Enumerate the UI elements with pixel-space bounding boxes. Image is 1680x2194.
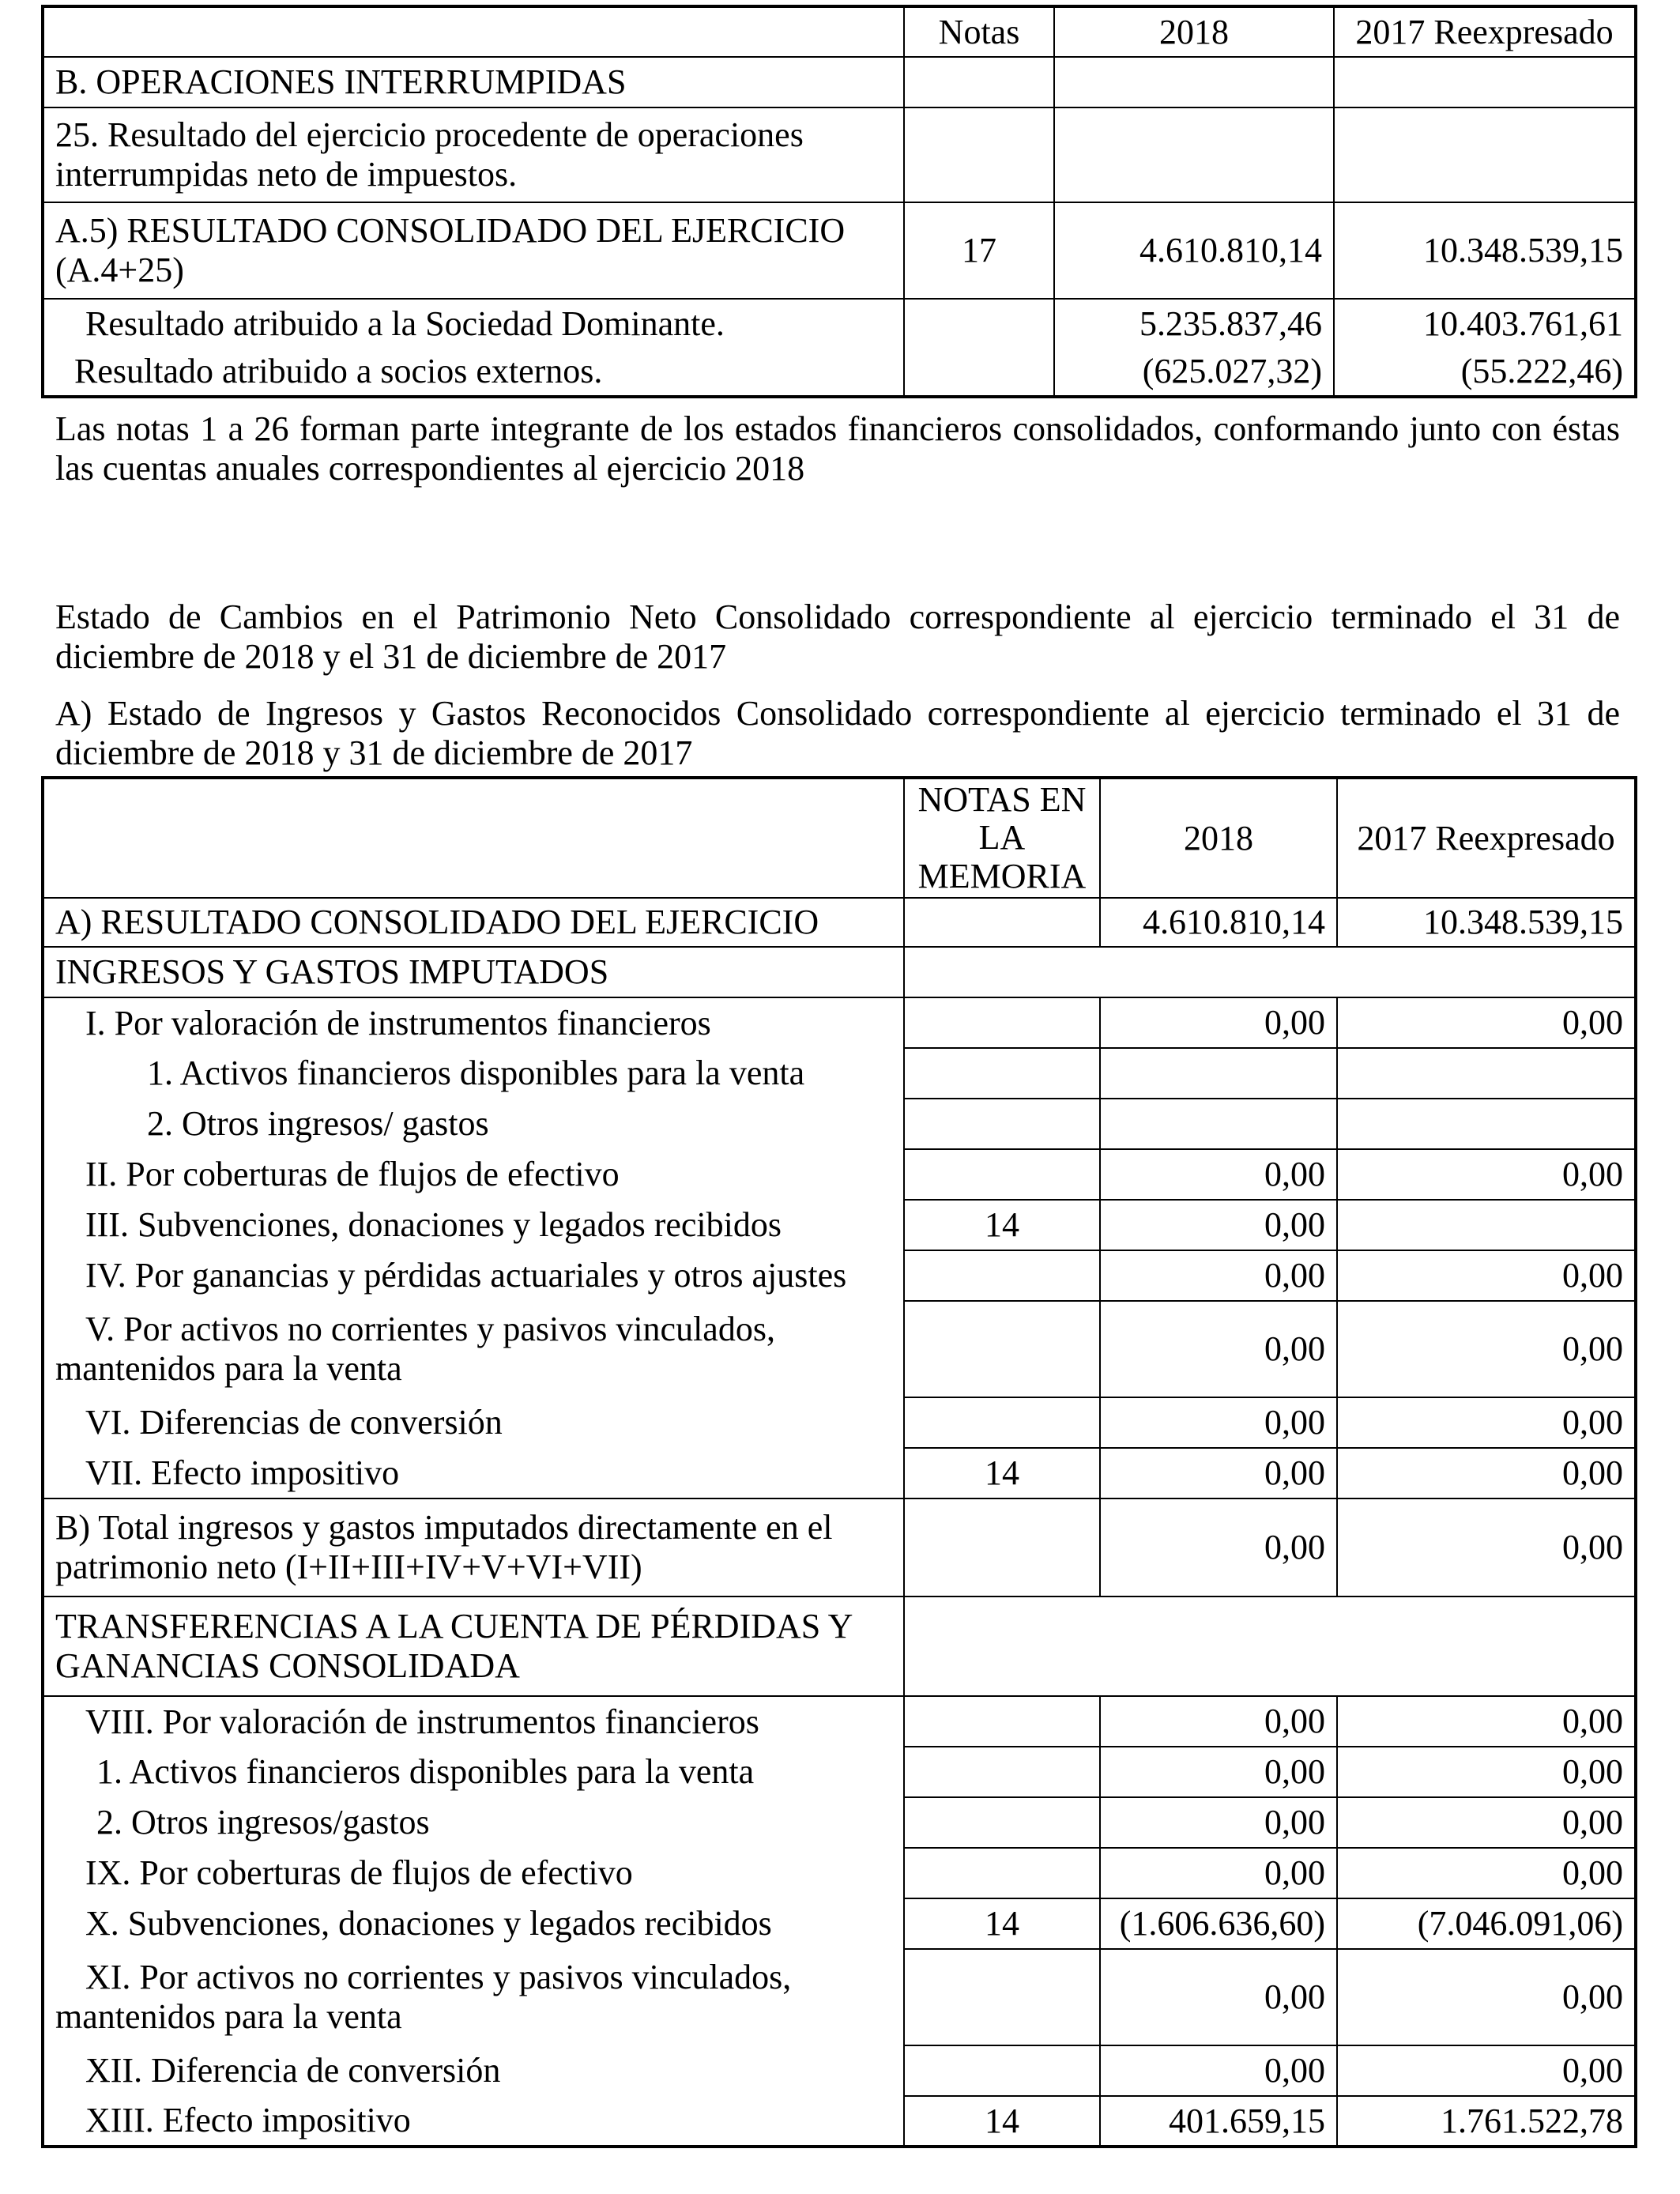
row-notas xyxy=(904,1747,1100,1797)
table-row xyxy=(43,947,1636,997)
row-2017: 0,00 xyxy=(1337,1949,1636,2045)
row-2018 xyxy=(1100,1099,1337,1149)
table-row xyxy=(43,1797,1636,1848)
row-label: XI. Por activos no corrientes y pasivos vinculados, mantenidos para la venta xyxy=(43,1949,904,2045)
header-notas: Notas xyxy=(904,6,1054,57)
table-row xyxy=(43,2096,1636,2147)
table-row xyxy=(43,1200,1636,1250)
row-label: Resultado atribuido a socios externos. xyxy=(43,348,904,397)
table-row xyxy=(43,1498,1636,1596)
header-blank-cell xyxy=(43,778,904,898)
row-notas: 14 xyxy=(904,1898,1100,1949)
row-empty-span xyxy=(904,947,1636,997)
row-notas xyxy=(904,1696,1100,1747)
row-notas xyxy=(904,898,1100,947)
row-notas xyxy=(904,997,1100,1048)
row-label: I. Por valoración de instrumentos financieros xyxy=(43,997,904,1048)
row-2017 xyxy=(1334,57,1636,107)
row-2018: 0,00 xyxy=(1100,1149,1337,1200)
row-label: B) Total ingresos y gastos imputados directamente en el patrimonio neto (I+II+III+IV+V+VI+VII) xyxy=(43,1498,904,1596)
row-2018 xyxy=(1100,1048,1337,1099)
header-2017: 2017 Reexpresado xyxy=(1337,778,1636,898)
row-2018: 5.235.837,46 xyxy=(1054,299,1334,348)
row-label: IX. Por coberturas de flujos de efectivo xyxy=(43,1848,904,1898)
table-row xyxy=(43,1048,1636,1099)
row-2017: 0,00 xyxy=(1337,1848,1636,1898)
row-2018: 0,00 xyxy=(1100,1797,1337,1848)
notes-paragraph: Las notas 1 a 26 forman parte integrante de los estados financieros consolidados, conformando junto con éstas las cuentas anuales correspondientes al ejercicio 2018 xyxy=(55,409,1620,488)
row-2017: 0,00 xyxy=(1337,1448,1636,1498)
table-row xyxy=(43,202,1636,299)
row-2018: 4.610.810,14 xyxy=(1054,202,1334,299)
row-notas xyxy=(904,57,1054,107)
table-row xyxy=(43,1448,1636,1498)
table-row xyxy=(43,1149,1636,1200)
row-label: III. Subvenciones, donaciones y legados recibidos xyxy=(43,1200,904,1250)
row-notas xyxy=(904,1099,1100,1149)
row-2017: 0,00 xyxy=(1337,1498,1636,1596)
row-notas xyxy=(904,1949,1100,2045)
row-2017: 0,00 xyxy=(1337,1301,1636,1397)
table-row xyxy=(43,997,1636,1048)
header-2017: 2017 Reexpresado xyxy=(1334,6,1636,57)
row-2018: 0,00 xyxy=(1100,1747,1337,1797)
row-notas xyxy=(904,1149,1100,1200)
row-label: 1. Activos financieros disponibles para la venta xyxy=(43,1747,904,1797)
row-label: XII. Diferencia de conversión xyxy=(43,2045,904,2096)
table-row xyxy=(43,1898,1636,1949)
row-notas xyxy=(904,348,1054,397)
row-label: II. Por coberturas de flujos de efectivo xyxy=(43,1149,904,1200)
row-2018: 0,00 xyxy=(1100,1498,1337,1596)
row-notas: 14 xyxy=(904,1448,1100,1498)
table-row xyxy=(43,1848,1636,1898)
row-2018: 0,00 xyxy=(1100,1949,1337,2045)
row-2017 xyxy=(1337,1200,1636,1250)
row-notas xyxy=(904,2045,1100,2096)
row-2017: 0,00 xyxy=(1337,2045,1636,2096)
table-row xyxy=(43,1949,1636,2045)
row-2018: 0,00 xyxy=(1100,997,1337,1048)
row-label: 2. Otros ingresos/gastos xyxy=(43,1797,904,1848)
row-2018: 0,00 xyxy=(1100,2045,1337,2096)
subsection-heading: A) Estado de Ingresos y Gastos Reconocidos Consolidado correspondiente al ejercicio terminado el 31 de diciembre de 2018 y 31 de diciembre de 2017 xyxy=(55,694,1620,772)
row-2017: 10.348.539,15 xyxy=(1334,202,1636,299)
row-label: 25. Resultado del ejercicio procedente de operaciones interrumpidas neto de impuestos. xyxy=(43,107,904,202)
table-row xyxy=(43,1099,1636,1149)
row-label: V. Por activos no corrientes y pasivos vinculados, mantenidos para la venta xyxy=(43,1301,904,1397)
row-notas xyxy=(904,1301,1100,1397)
table-header-row xyxy=(43,778,1636,898)
header-2018: 2018 xyxy=(1054,6,1334,57)
row-notas: 14 xyxy=(904,1200,1100,1250)
row-notas xyxy=(904,1498,1100,1596)
row-label: TRANSFERENCIAS A LA CUENTA DE PÉRDIDAS Y GANANCIAS CONSOLIDADA xyxy=(43,1596,904,1696)
row-notas xyxy=(904,1848,1100,1898)
table-row xyxy=(43,107,1636,202)
row-2018: 0,00 xyxy=(1100,1448,1337,1498)
row-label: IV. Por ganancias y pérdidas actuariales y otros ajustes xyxy=(43,1250,904,1301)
income-expenses-table xyxy=(41,776,1637,2148)
row-2017 xyxy=(1337,1048,1636,1099)
row-2017: (7.046.091,06) xyxy=(1337,1898,1636,1949)
table-row xyxy=(43,1301,1636,1397)
header-blank-cell xyxy=(43,6,904,57)
results-table xyxy=(41,5,1637,398)
row-label: X. Subvenciones, donaciones y legados recibidos xyxy=(43,1898,904,1949)
row-2017: 10.348.539,15 xyxy=(1337,898,1636,947)
row-label: 1. Activos financieros disponibles para la venta xyxy=(43,1048,904,1099)
row-notas xyxy=(904,1797,1100,1848)
row-2017: (55.222,46) xyxy=(1334,348,1636,397)
row-2018: 0,00 xyxy=(1100,1397,1337,1448)
table-row xyxy=(43,898,1636,947)
row-2018: 0,00 xyxy=(1100,1696,1337,1747)
table-row xyxy=(43,1397,1636,1448)
row-2017: 1.761.522,78 xyxy=(1337,2096,1636,2147)
row-notas xyxy=(904,1048,1100,1099)
row-2017: 0,00 xyxy=(1337,1149,1636,1200)
table-row xyxy=(43,1747,1636,1797)
row-label: INGRESOS Y GASTOS IMPUTADOS xyxy=(43,947,904,997)
row-notas xyxy=(904,1397,1100,1448)
row-2018: 401.659,15 xyxy=(1100,2096,1337,2147)
row-2018: 0,00 xyxy=(1100,1848,1337,1898)
table-row xyxy=(43,348,1636,397)
row-2017: 0,00 xyxy=(1337,1747,1636,1797)
header-notas: NOTAS EN LA MEMORIA xyxy=(904,778,1100,898)
row-label: VI. Diferencias de conversión xyxy=(43,1397,904,1448)
row-2018: 0,00 xyxy=(1100,1301,1337,1397)
row-label: A) RESULTADO CONSOLIDADO DEL EJERCICIO xyxy=(43,898,904,947)
table-row xyxy=(43,1696,1636,1747)
row-label: B. OPERACIONES INTERRUMPIDAS xyxy=(43,57,904,107)
row-label: 2. Otros ingresos/ gastos xyxy=(43,1099,904,1149)
table-row xyxy=(43,299,1636,348)
table-row xyxy=(43,1596,1636,1696)
row-label: VIII. Por valoración de instrumentos financieros xyxy=(43,1696,904,1747)
row-2017 xyxy=(1337,1099,1636,1149)
row-notas: 17 xyxy=(904,202,1054,299)
table-row xyxy=(43,1250,1636,1301)
header-2018: 2018 xyxy=(1100,778,1337,898)
row-2018: (1.606.636,60) xyxy=(1100,1898,1337,1949)
table-row xyxy=(43,57,1636,107)
section-heading: Estado de Cambios en el Patrimonio Neto Consolidado correspondiente al ejercicio terminado el 31 de diciembre de 2018 y el 31 de diciembre de 2017 xyxy=(55,598,1620,676)
row-2017 xyxy=(1334,107,1636,202)
row-label: Resultado atribuido a la Sociedad Dominante. xyxy=(43,299,904,348)
row-label: A.5) RESULTADO CONSOLIDADO DEL EJERCICIO (A.4+25) xyxy=(43,202,904,299)
row-empty-span xyxy=(904,1596,1636,1696)
row-2017: 0,00 xyxy=(1337,1696,1636,1747)
row-notas xyxy=(904,107,1054,202)
row-notas xyxy=(904,299,1054,348)
table-row xyxy=(43,2045,1636,2096)
row-2017: 0,00 xyxy=(1337,1397,1636,1448)
row-2018: 4.610.810,14 xyxy=(1100,898,1337,947)
row-notas: 14 xyxy=(904,2096,1100,2147)
row-2018: 0,00 xyxy=(1100,1250,1337,1301)
row-2018 xyxy=(1054,107,1334,202)
row-2018: (625.027,32) xyxy=(1054,348,1334,397)
row-2018: 0,00 xyxy=(1100,1200,1337,1250)
row-2017: 0,00 xyxy=(1337,1797,1636,1848)
row-2018 xyxy=(1054,57,1334,107)
row-2017: 10.403.761,61 xyxy=(1334,299,1636,348)
table-header-row xyxy=(43,6,1636,57)
row-label: VII. Efecto impositivo xyxy=(43,1448,904,1498)
row-2017: 0,00 xyxy=(1337,997,1636,1048)
row-2017: 0,00 xyxy=(1337,1250,1636,1301)
row-label: XIII. Efecto impositivo xyxy=(43,2096,904,2147)
row-notas xyxy=(904,1250,1100,1301)
